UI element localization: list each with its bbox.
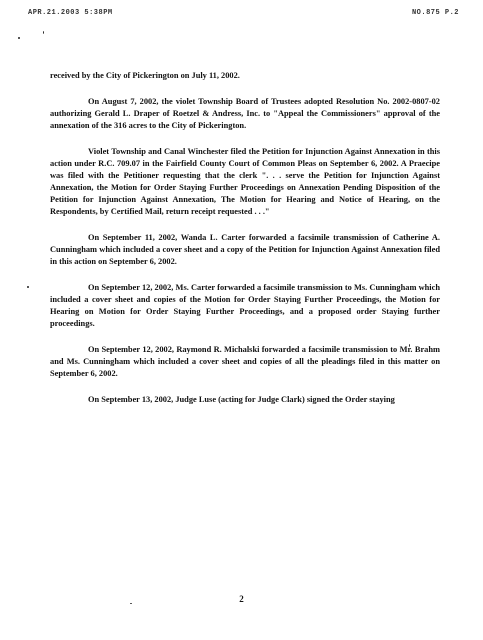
paragraph: On September 11, 2002, Wanda L. Carter forwarded a facsimile transmission of Catherine A. Cunningham which included a cover sheet and a copy of the Petition for Injunction Against Annexation filed in this action on September 6, 2002. xyxy=(50,233,440,266)
fax-header xyxy=(28,9,459,21)
paragraph: On September 12, 2002, Raymond R. Michalski forwarded a facsimile transmission to Mr. Brahm and Ms. Cunningham which included a cover sheet and copies of all the pleadings filed in this matter on September 6, 2002. xyxy=(50,345,440,378)
page-number: 2 xyxy=(239,594,244,604)
scan-speck xyxy=(43,31,44,34)
fax-header-timestamp: APR.21.2003 5:38PM xyxy=(28,9,113,17)
paragraph: On August 7, 2002, the violet Township Board of Trustees adopted Resolution No. 2002-0807-02 authorizing Gerald L. Draper of Roetzel & Andress, Inc. to "Appeal the Commissioners" approval of the annexation of the 316 acres to the City of Pickerington. xyxy=(50,97,440,130)
paragraph: On September 13, 2002, Judge Luse (acting for Judge Clark) signed the Order staying xyxy=(88,395,395,404)
document-body xyxy=(50,70,440,420)
scan-speck xyxy=(18,37,20,39)
paragraph: Violet Township and Canal Winchester filed the Petition for Injunction Against Annexation in this action under R.C. 709.07 in the Fairfield County Court of Common Pleas on September 6, 2002. A Praecipe was filed with the Petitioner requesting that the clerk ". . . serve the Petition for Injunction Against Annexation, the Motion for Order Staying Further Proceedings on Annexation Pending Disposition of the Petition for Injunction Against Annexation, The Motion for Hearing and Notice of Hearing, on the Respondents, by Certified Mail, return receipt requested . . ." xyxy=(50,147,440,216)
fax-header-page-info: NO.875 P.2 xyxy=(411,9,459,17)
scan-speck xyxy=(27,286,29,288)
paragraph: received by the City of Pickerington on July 11, 2002. xyxy=(50,71,240,80)
paragraph: On September 12, 2002, Ms. Carter forwarded a facsimile transmission to Ms. Cunningham which included a cover sheet and copies of the Motion for Order Staying Further Proceedings, the Motion for Hearing on Motion for Order Staying Further Proceedings, and a proposed order Staying further proceedings. xyxy=(50,283,440,328)
